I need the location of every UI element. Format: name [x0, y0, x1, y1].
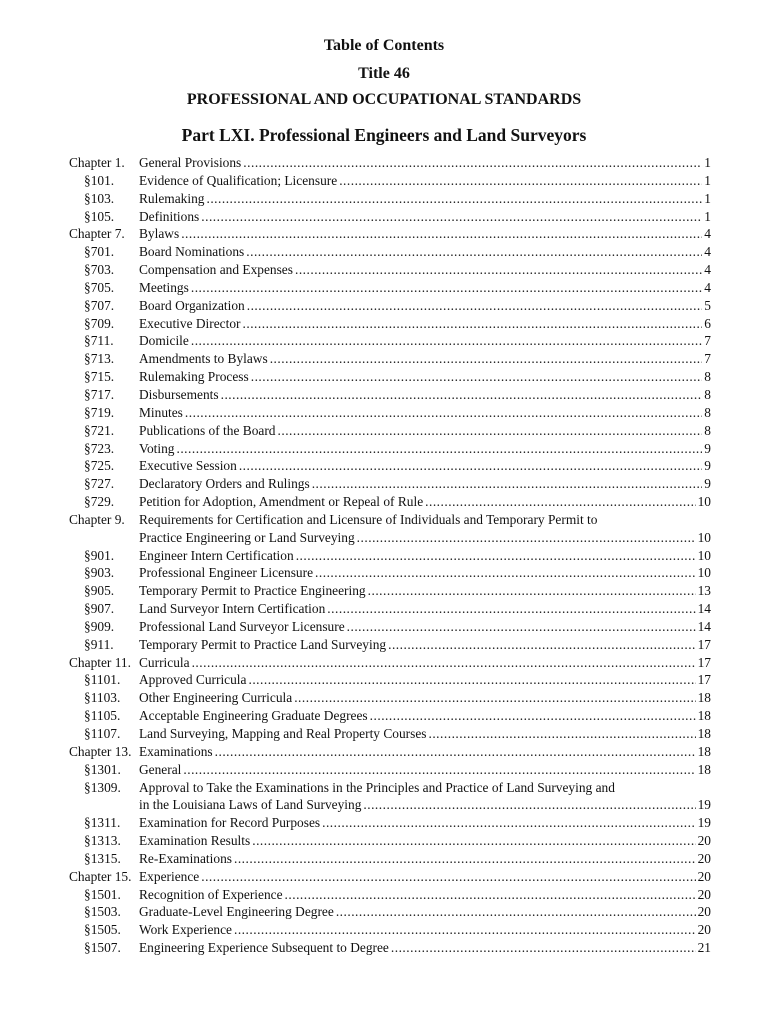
toc-entry: [139, 154, 711, 172]
dot-leader: [234, 850, 696, 868]
dot-leader: [339, 172, 702, 190]
toc-entry: [139, 921, 711, 939]
toc-entry: [139, 261, 711, 279]
toc-section-row[interactable]: [0, 886, 768, 904]
toc-entry-label: Chapter 11.: [69, 654, 131, 670]
toc-entry: [139, 457, 711, 475]
toc-entry-title: Temporary Permit to Practice Land Surveying: [139, 636, 387, 652]
toc-entry-title: Professional Engineer Licensure: [139, 565, 314, 581]
toc-page-number: 14: [697, 601, 711, 617]
toc-entry: [139, 796, 711, 814]
toc-page-number: 10: [697, 547, 711, 563]
toc-entry-label: §1315.: [84, 850, 121, 866]
toc-chapter-row[interactable]: [0, 743, 768, 761]
toc-section-row[interactable]: [0, 850, 768, 868]
toc-entry-title: Bylaws: [139, 226, 180, 242]
toc-entry-title: Practice Engineering or Land Surveying: [139, 529, 355, 545]
toc-page-number: 8: [704, 404, 711, 420]
toc-entry-label: §907.: [84, 601, 115, 617]
toc-entry: [139, 832, 711, 850]
toc-entry: [139, 547, 711, 565]
toc-section-row[interactable]: [0, 814, 768, 832]
toc-entry-title: in the Louisiana Laws of Land Surveying: [139, 797, 362, 813]
toc-chapter-row[interactable]: [0, 225, 768, 243]
dot-leader: [185, 404, 702, 422]
toc-entry: [139, 779, 711, 797]
subtitle-heading: PROFESSIONAL AND OCCUPATIONAL STANDARDS: [186, 91, 582, 108]
toc-entry-title: Experience: [139, 868, 200, 884]
toc-entry: [139, 582, 711, 600]
toc-entry-label: §725.: [84, 458, 115, 474]
toc-entry: [139, 725, 711, 743]
dot-leader: [191, 332, 702, 350]
toc-entry-label: Chapter 13.: [69, 743, 132, 759]
toc-section-row[interactable]: [0, 190, 768, 208]
toc-page-number: 17: [697, 654, 711, 670]
toc-page-number: 1: [704, 172, 711, 188]
toc-entry-title: Executive Director: [139, 315, 241, 331]
toc-entry-label: §703.: [84, 262, 115, 278]
dot-leader: [221, 386, 703, 404]
toc-chapter-row[interactable]: [0, 868, 768, 886]
toc-entry-title: Temporary Permit to Practice Engineering: [139, 583, 366, 599]
toc-entry-label: §719.: [84, 404, 115, 420]
part-heading: Part LXI. Professional Engineers and Land Surveyors: [181, 125, 587, 145]
toc-chapter-row[interactable]: [0, 654, 768, 672]
toc-entry-title: Land Surveyor Intern Certification: [139, 601, 326, 617]
toc-entry-label: Chapter 1.: [69, 155, 125, 170]
toc-section-row[interactable]: [0, 386, 768, 404]
toc-entry: [139, 618, 711, 636]
toc-section-row[interactable]: [0, 689, 768, 707]
toc-entry-label: §701.: [84, 244, 115, 260]
toc-page-number: 4: [704, 279, 711, 295]
toc-entry: [139, 404, 711, 422]
toc-entry-label: §1313.: [84, 833, 121, 849]
toc-entry-title: Petition for Adoption, Amendment or Repeal of Rule: [139, 494, 424, 510]
toc-page-number: 9: [704, 476, 711, 492]
dot-leader: [295, 261, 702, 279]
toc-page-number: 7: [704, 351, 711, 367]
toc-page-number: 8: [704, 386, 711, 402]
toc-entry: [139, 332, 711, 350]
dot-leader: [239, 457, 702, 475]
toc-entry-title: Meetings: [139, 279, 189, 295]
toc-entry-label: Chapter 9.: [69, 511, 125, 527]
toc-entry: [139, 707, 711, 725]
toc-entry-label: Chapter 15.: [69, 868, 132, 884]
toc-entry-label: §909.: [84, 618, 115, 634]
toc-entry-label: Chapter 7.: [69, 226, 125, 242]
toc-entry-label: §1301.: [84, 761, 121, 777]
toc-entry-label: §105.: [84, 208, 115, 224]
toc-entry: [139, 279, 711, 297]
toc-page-number: 8: [704, 422, 711, 438]
toc-entry-label: §911.: [84, 636, 114, 652]
toc-entry-title: Acceptable Engineering Graduate Degrees: [139, 708, 368, 724]
toc-entry-title: Curricula: [139, 654, 190, 670]
toc-entry-title: Voting: [139, 440, 175, 456]
toc-section-row[interactable]: [0, 564, 768, 582]
toc-entry: [139, 386, 711, 404]
toc-page-number: 20: [697, 904, 711, 920]
toc-entry-label: §1311.: [84, 815, 121, 831]
toc-section-row[interactable]: [0, 725, 768, 743]
toc-section-row[interactable]: [0, 493, 768, 511]
toc-section-row[interactable]: [0, 404, 768, 422]
toc-entry-label: §1101.: [84, 672, 121, 688]
dot-leader: [388, 636, 696, 654]
toc-page-number: 9: [704, 458, 711, 474]
toc-page-number: 19: [697, 797, 711, 813]
toc-page-number: 6: [704, 315, 711, 331]
toc-entry: [139, 761, 711, 779]
dot-leader: [201, 208, 702, 226]
dot-leader: [243, 315, 703, 333]
toc-entry: [139, 564, 711, 582]
toc-entry-title: Land Surveying, Mapping and Real Property Courses: [139, 726, 427, 741]
toc-entry: [139, 368, 711, 386]
dot-leader: [425, 493, 695, 511]
toc-entry-label: §709.: [84, 315, 115, 331]
toc-entry-label: §1505.: [84, 922, 121, 938]
toc-entry: [139, 172, 711, 190]
toc-page-number: 1: [704, 155, 711, 170]
dot-leader: [363, 796, 695, 814]
toc-section-row[interactable]: [0, 297, 768, 315]
toc-page-number: 21: [697, 940, 711, 956]
toc-entry-title: Domicile: [139, 333, 189, 349]
toc-entry: [139, 939, 711, 957]
toc-page-number: 19: [697, 815, 711, 831]
toc-entry-title: Approval to Take the Examinations in the Principles and Practice of Land Surveying and: [139, 779, 615, 795]
toc-entry: [139, 671, 711, 689]
toc-entry-title: Amendments to Bylaws: [139, 351, 268, 367]
toc-entry-label: §1105.: [84, 708, 121, 724]
dot-leader: [294, 689, 695, 707]
toc-page-number: 1: [704, 190, 711, 206]
toc-entry-label: §103.: [84, 190, 115, 206]
toc-page-number: 7: [704, 333, 711, 349]
dot-leader: [251, 368, 703, 386]
dot-leader: [246, 243, 702, 261]
toc-section-row[interactable]: [0, 582, 768, 600]
toc-entry-label: §901.: [84, 547, 115, 563]
title-heading: Title 46: [358, 65, 410, 82]
toc-entry: [139, 225, 711, 243]
dot-leader: [183, 761, 695, 779]
toc-entry-label: §715.: [84, 369, 115, 385]
toc-entry-title: Recognition of Experience: [139, 886, 283, 902]
toc-entry-label: §705.: [84, 279, 115, 295]
toc-entry-label: §1107.: [84, 726, 121, 741]
toc-page-number: 18: [697, 690, 711, 706]
toc-entry: [139, 600, 711, 618]
toc-entry-title: General: [139, 761, 182, 777]
toc-entry-title: Requirements for Certification and Licensure of Individuals and Temporary Permit to: [139, 511, 598, 527]
toc-page-number: 20: [697, 850, 711, 866]
toc-page-number: 17: [697, 636, 711, 652]
toc-page-number: 8: [704, 369, 711, 385]
toc-entry-title: Re-Examinations: [139, 850, 232, 866]
toc-page-number: 9: [704, 440, 711, 456]
toc-entry-label: §1503.: [84, 904, 121, 920]
toc-section-row[interactable]: [0, 457, 768, 475]
dot-leader: [285, 886, 696, 904]
toc-section-row[interactable]: [0, 440, 768, 458]
dot-leader: [243, 154, 702, 172]
toc-entry: [139, 850, 711, 868]
toc-entry-label: §707.: [84, 297, 115, 313]
table-of-contents: [0, 154, 768, 957]
dot-leader: [322, 814, 696, 832]
toc-entry-label: §729.: [84, 494, 115, 510]
toc-section-row[interactable]: [0, 422, 768, 440]
toc-entry-label: §721.: [84, 422, 115, 438]
toc-entry-title: Engineer Intern Certification: [139, 547, 294, 563]
toc-entry-title: Examination Results: [139, 833, 251, 849]
toc-entry-title: Definitions: [139, 208, 200, 224]
dot-leader: [181, 225, 702, 243]
toc-entry-label: §905.: [84, 583, 115, 599]
toc-section-row[interactable]: [0, 779, 768, 797]
dot-leader: [248, 671, 695, 689]
toc-entry-label: §711.: [84, 333, 114, 349]
toc-entry: [139, 190, 711, 208]
toc-section-row[interactable]: [0, 172, 768, 190]
toc-section-row[interactable]: [0, 921, 768, 939]
toc-entry: [139, 243, 711, 261]
toc-entry-title: Graduate-Level Engineering Degree: [139, 904, 334, 920]
toc-entry-title: General Provisions: [139, 155, 242, 170]
toc-section-row[interactable]: [0, 475, 768, 493]
toc-section-row[interactable]: [0, 600, 768, 618]
toc-section-row[interactable]: [0, 350, 768, 368]
toc-entry-label: §1103.: [84, 690, 121, 706]
toc-entry: [139, 743, 711, 761]
toc-entry-title: Engineering Experience Subsequent to Degree: [139, 940, 389, 956]
toc-section-row[interactable]: [0, 529, 768, 547]
toc-page-number: 20: [697, 922, 711, 938]
toc-entry: [139, 315, 711, 333]
toc-page-number: 18: [697, 761, 711, 777]
toc-section-row[interactable]: [0, 315, 768, 333]
toc-page-number: 4: [704, 262, 711, 278]
dot-leader: [191, 279, 702, 297]
toc-entry-title: Disbursements: [139, 386, 219, 402]
toc-page-number: 14: [697, 618, 711, 634]
dot-leader: [315, 564, 696, 582]
toc-entry-title: Minutes: [139, 404, 183, 420]
toc-entry: [139, 208, 711, 226]
dot-leader: [368, 582, 696, 600]
toc-entry-title: Declaratory Orders and Rulings: [139, 476, 310, 492]
toc-entry: [139, 886, 711, 904]
toc-section-row[interactable]: [0, 671, 768, 689]
dot-leader: [327, 600, 695, 618]
toc-section-row[interactable]: [0, 903, 768, 921]
toc-entry-title: Evidence of Qualification; Licensure: [139, 172, 338, 188]
toc-entry-label: §903.: [84, 565, 115, 581]
toc-section-row[interactable]: [0, 368, 768, 386]
dot-leader: [234, 921, 696, 939]
toc-section-row[interactable]: [0, 547, 768, 565]
toc-entry: [139, 636, 711, 654]
toc-page-number: 18: [697, 743, 711, 759]
dot-leader: [206, 190, 702, 208]
toc-page-number: 4: [704, 244, 711, 260]
toc-entry: [139, 422, 711, 440]
toc-entry: [139, 529, 711, 547]
toc-entry: [139, 654, 711, 672]
toc-page-number: 1: [704, 208, 711, 224]
dot-leader: [357, 529, 696, 547]
dot-leader: [312, 475, 703, 493]
dot-leader: [296, 547, 696, 565]
toc-entry-label: §717.: [84, 386, 115, 402]
dot-leader: [370, 707, 696, 725]
toc-section-row[interactable]: [0, 939, 768, 957]
dot-leader: [201, 868, 695, 886]
toc-section-row[interactable]: [0, 243, 768, 261]
toc-entry: [139, 903, 711, 921]
toc-page-number: 10: [697, 529, 711, 545]
toc-section-row[interactable]: [0, 796, 768, 814]
dot-leader: [215, 743, 696, 761]
toc-page-number: 10: [697, 565, 711, 581]
toc-section-row[interactable]: [0, 261, 768, 279]
dot-leader: [336, 903, 696, 921]
toc-entry-title: Executive Session: [139, 458, 237, 474]
toc-page-number: 20: [697, 833, 711, 849]
toc-heading: Table of Contents: [323, 37, 445, 54]
toc-entry-title: Rulemaking Process: [139, 369, 249, 385]
toc-page-number: 20: [697, 886, 711, 902]
toc-section-row[interactable]: [0, 208, 768, 226]
dot-leader: [428, 725, 695, 743]
toc-chapter-row[interactable]: [0, 511, 768, 529]
toc-entry-title: Work Experience: [139, 922, 232, 938]
toc-section-row[interactable]: [0, 332, 768, 350]
toc-entry-label: §1309.: [84, 779, 121, 795]
toc-page-number: 4: [704, 226, 711, 242]
toc-entry: [139, 475, 711, 493]
toc-page-number: 17: [697, 672, 711, 688]
dot-leader: [347, 618, 696, 636]
toc-entry-label: §101.: [84, 172, 115, 188]
toc-entry-title: Examination for Record Purposes: [139, 815, 321, 831]
toc-entry-title: Examinations: [139, 743, 213, 759]
toc-entry-label: §1507.: [84, 940, 121, 956]
dot-leader: [278, 422, 703, 440]
toc-entry-title: Board Nominations: [139, 244, 245, 260]
toc-entry-label: §713.: [84, 351, 115, 367]
toc-section-row[interactable]: [0, 707, 768, 725]
toc-page-number: 13: [697, 583, 711, 599]
toc-page-number: 10: [697, 494, 711, 510]
toc-page-number: 20: [697, 868, 711, 884]
toc-entry: [139, 350, 711, 368]
toc-entry: [139, 440, 711, 458]
toc-entry: [139, 868, 711, 886]
toc-entry-title: Compensation and Expenses: [139, 262, 293, 278]
toc-section-row[interactable]: [0, 636, 768, 654]
toc-section-row[interactable]: [0, 761, 768, 779]
toc-page-number: 18: [697, 726, 711, 741]
toc-entry-title: Board Organization: [139, 297, 245, 313]
dot-leader: [247, 297, 703, 315]
toc-entry: [139, 814, 711, 832]
dot-leader: [391, 939, 696, 957]
toc-entry-title: Approved Curricula: [139, 672, 247, 688]
toc-page-number: 5: [704, 297, 711, 313]
toc-entry: [139, 511, 711, 529]
toc-section-row[interactable]: [0, 279, 768, 297]
toc-entry-title: Other Engineering Curricula: [139, 690, 293, 706]
dot-leader: [176, 440, 702, 458]
toc-entry-label: §1501.: [84, 886, 121, 902]
toc-chapter-row[interactable]: [0, 154, 768, 172]
toc-entry: [139, 297, 711, 315]
toc-section-row[interactable]: [0, 618, 768, 636]
toc-entry-title: Publications of the Board: [139, 422, 276, 438]
toc-entry-label: §723.: [84, 440, 115, 456]
toc-entry-title: Professional Land Surveyor Licensure: [139, 618, 345, 634]
dot-leader: [270, 350, 703, 368]
toc-section-row[interactable]: [0, 832, 768, 850]
toc-entry-label: §727.: [84, 476, 115, 492]
toc-entry: [139, 689, 711, 707]
toc-page-number: 18: [697, 708, 711, 724]
toc-entry: [139, 493, 711, 511]
toc-entry-title: Rulemaking: [139, 190, 205, 206]
dot-leader: [252, 832, 695, 850]
dot-leader: [192, 654, 696, 672]
